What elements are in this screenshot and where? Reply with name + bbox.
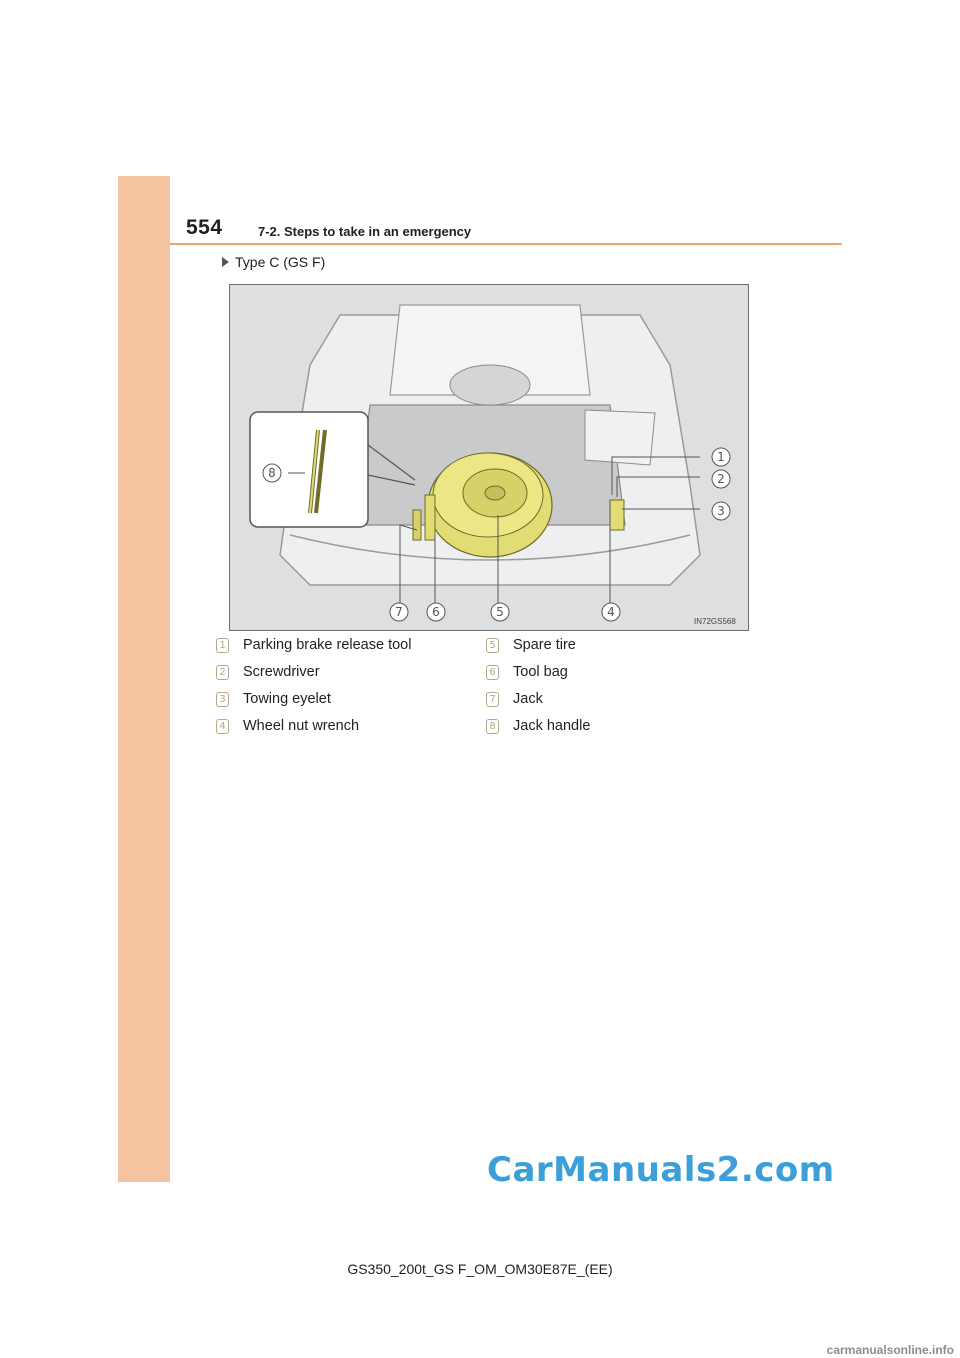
tool-bag xyxy=(425,495,435,540)
legend-item xyxy=(486,636,656,654)
subhead-text: Type C (GS F) xyxy=(235,254,326,270)
legend-item xyxy=(216,663,486,681)
callout-4: 4 xyxy=(607,605,615,619)
callout-6: 6 xyxy=(432,605,440,619)
callout-2: 2 xyxy=(717,472,725,486)
legend xyxy=(216,636,656,735)
page-footer: GS350_200t_GS F_OM_OM30E87E_(EE) xyxy=(347,1261,613,1277)
legend-number: 8 xyxy=(486,719,499,734)
legend-number: 7 xyxy=(486,692,499,707)
legend-item xyxy=(486,663,656,681)
trunk-svg xyxy=(230,285,748,630)
legend-item xyxy=(216,717,486,735)
legend-item xyxy=(216,690,486,708)
header-rule xyxy=(170,243,842,245)
subhead xyxy=(222,254,325,270)
legend-item xyxy=(486,717,656,735)
site-watermark: CarManuals2.com xyxy=(487,1150,835,1190)
callout-7: 7 xyxy=(395,605,403,619)
legend-label: Parking brake release tool xyxy=(243,637,412,653)
section-title: 7-2. Steps to take in an emergency xyxy=(258,224,472,239)
legend-number: 3 xyxy=(216,692,229,707)
triangle-bullet-icon xyxy=(222,257,229,267)
legend-item xyxy=(216,636,486,654)
callout-3: 3 xyxy=(717,504,725,518)
callout-5: 5 xyxy=(496,605,504,619)
legend-label: Screwdriver xyxy=(243,664,320,680)
trunk-opening xyxy=(450,365,530,405)
jack xyxy=(413,510,421,540)
page-number: 554 xyxy=(186,216,223,239)
legend-number: 1 xyxy=(216,638,229,653)
legend-label: Spare tire xyxy=(513,637,576,653)
page-header xyxy=(170,176,842,246)
legend-item xyxy=(486,690,656,708)
tool-cluster xyxy=(610,500,624,530)
legend-label: Wheel nut wrench xyxy=(243,718,360,734)
legend-number: 5 xyxy=(486,638,499,653)
wheel-hub xyxy=(485,486,505,500)
legend-label: Tool bag xyxy=(513,664,568,680)
side-strip xyxy=(118,176,170,1182)
legend-label: Jack handle xyxy=(513,718,591,734)
legend-label: Jack xyxy=(513,691,543,707)
legend-number: 6 xyxy=(486,665,499,680)
trunk-illustration xyxy=(229,284,749,631)
legend-label: Towing eyelet xyxy=(243,691,331,707)
legend-number: 2 xyxy=(216,665,229,680)
bottom-watermark: carmanualsonline.info xyxy=(826,1343,954,1357)
callout-1: 1 xyxy=(717,450,725,464)
callout-8: 8 xyxy=(268,466,276,480)
figure-code: IN72GS568 xyxy=(694,617,736,626)
legend-number: 4 xyxy=(216,719,229,734)
